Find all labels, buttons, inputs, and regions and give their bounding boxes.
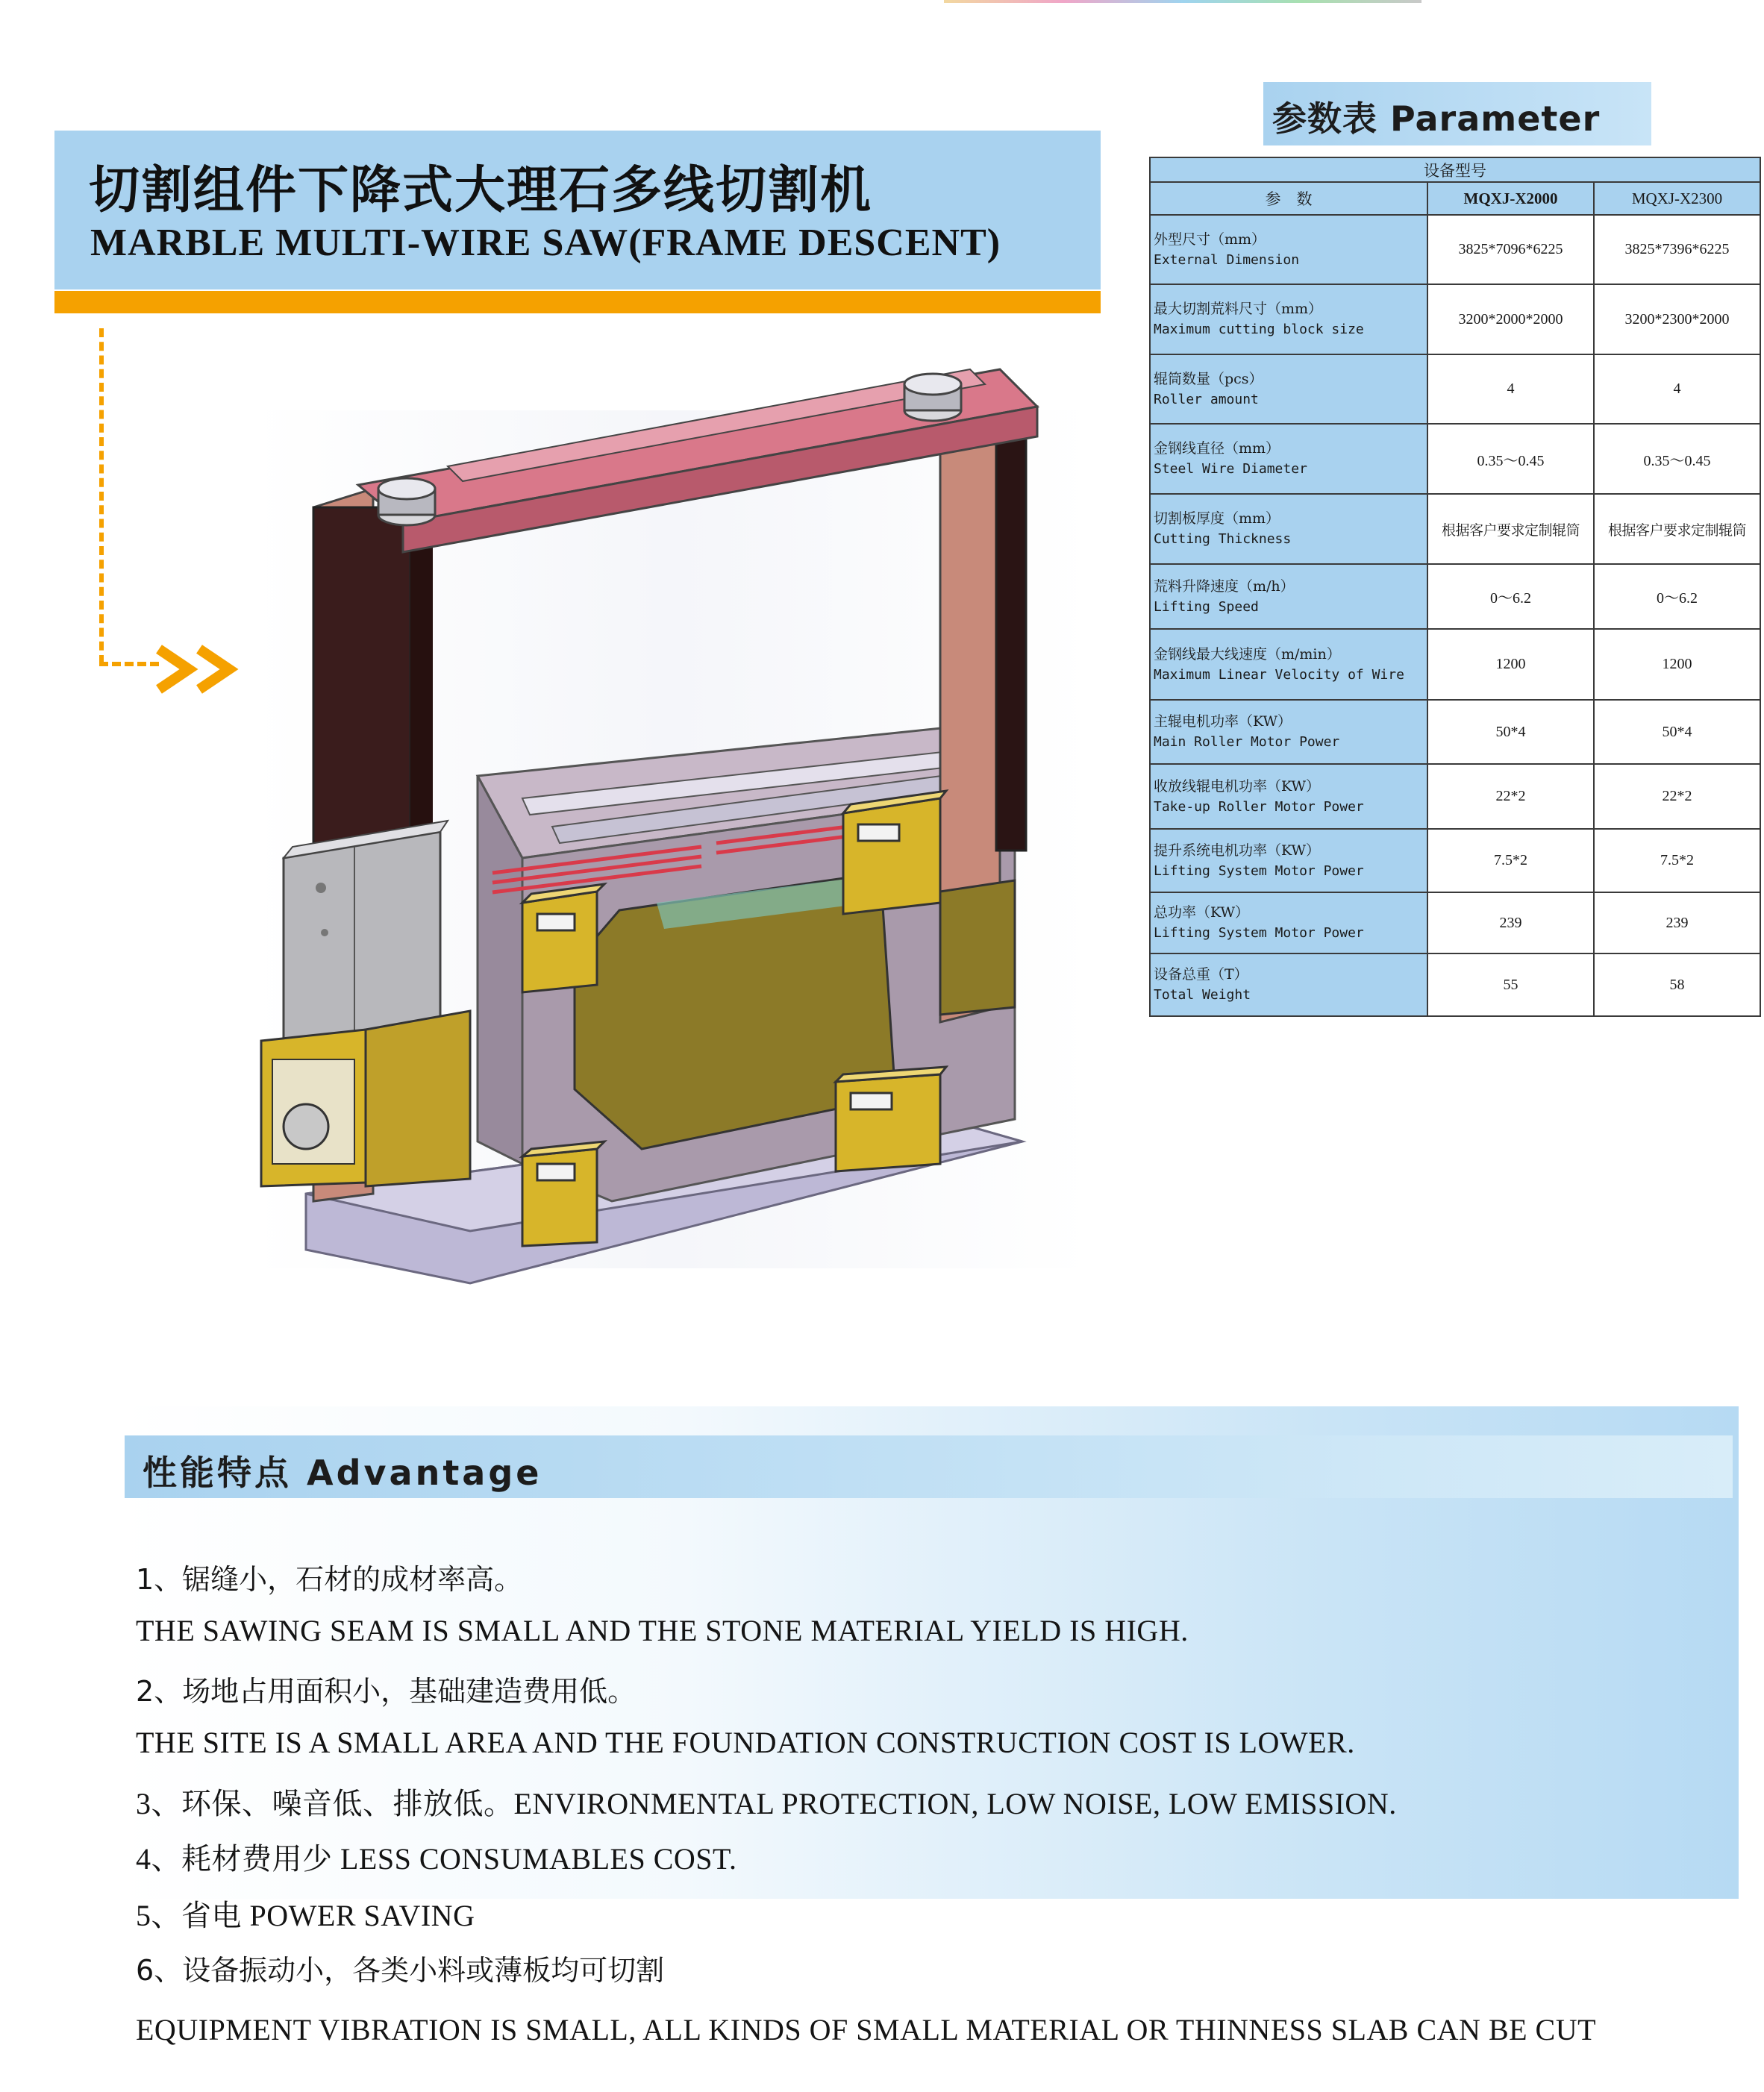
row-value: 239 (1427, 892, 1594, 953)
advantage-item: THE SITE IS A SMALL AREA AND THE FOUNDATION CONSTRUCTION COST IS LOWER. (136, 1726, 1355, 1759)
row-label-en: Take-up Roller Motor Power (1154, 798, 1364, 815)
table-row (1150, 953, 1760, 1016)
advantage-item: 2、场地占用面积小，基础建造费用低。 (136, 1675, 637, 1708)
model-2: MQXJ-X2300 (1594, 182, 1760, 215)
row-value: 50*4 (1594, 700, 1760, 764)
row-value: 根据客户要求定制辊筒 (1427, 494, 1594, 564)
row-label-en: Roller amount (1154, 391, 1259, 407)
machine-illustration (224, 336, 1119, 1306)
advantage-item: 4、耗材费用少 LESS CONSUMABLES COST. (136, 1842, 737, 1876)
table-row (1150, 764, 1760, 829)
row-label-cn: 最大切割荒料尺寸（mm） (1154, 301, 1323, 317)
row-value: 3825*7096*6225 (1427, 215, 1594, 284)
advantage-item: 6、设备振动小，各类小料或薄板均可切割 (136, 1954, 665, 1987)
row-value: 3200*2300*2000 (1594, 284, 1760, 354)
row-value: 58 (1594, 953, 1760, 1016)
title-english: MARBLE MULTI-WIRE SAW(FRAME DESCENT) (90, 222, 1001, 264)
title-chinese: 切割组件下降式大理石多线切割机 (89, 161, 873, 220)
row-label-cn: 提升系统电机功率（KW） (1154, 842, 1321, 859)
table-row (1150, 494, 1760, 564)
row-value: 1200 (1594, 629, 1760, 700)
table-row (1150, 892, 1760, 953)
row-label-en: Steel Wire Diameter (1154, 461, 1307, 477)
row-label-cn: 主辊电机功率（KW） (1154, 713, 1292, 730)
row-value: 22*2 (1427, 764, 1594, 829)
row-value: 22*2 (1594, 764, 1760, 829)
row-label-en: Maximum cutting block size (1154, 322, 1364, 337)
row-label-en: Lifting System Motor Power (1154, 925, 1364, 941)
model-header: 设备型号 (1150, 157, 1760, 182)
row-label-en: Maximum Linear Velocity of Wire (1154, 666, 1404, 683)
parameter-table (1149, 157, 1761, 1017)
dashed-connector-vertical (99, 328, 104, 664)
row-value: 1200 (1427, 629, 1594, 700)
table-row (1150, 354, 1760, 424)
table-row (1150, 629, 1760, 700)
row-label-cn: 金钢线直径（mm） (1154, 440, 1280, 457)
row-value: 3825*7396*6225 (1594, 215, 1760, 284)
row-value: 0.35～0.45 (1594, 424, 1760, 494)
row-label-cn: 设备总重（T） (1154, 966, 1248, 983)
row-label-cn: 辊筒数量（pcs） (1154, 370, 1263, 387)
parameter-title: 参数表 Parameter (1272, 98, 1601, 139)
model-1: MQXJ-X2000 (1427, 182, 1594, 215)
row-label-en: External Dimension (1154, 251, 1300, 268)
row-value: 根据客户要求定制辊筒 (1594, 494, 1760, 564)
row-value: 50*4 (1427, 700, 1594, 764)
table-row (1150, 829, 1760, 892)
row-label-cn: 外型尺寸（mm） (1154, 231, 1266, 248)
row-label-cn: 荒料升降速度（m/h） (1154, 577, 1295, 595)
row-value: 0.35～0.45 (1427, 424, 1594, 494)
advantage-item: 5、省电 POWER SAVING (136, 1899, 475, 1932)
table-header-row (1150, 157, 1760, 182)
title-underline (54, 291, 1101, 313)
row-label-cn: 收放线辊电机功率（KW） (1154, 777, 1321, 795)
row-label-cn: 总功率（KW） (1154, 904, 1250, 921)
row-label-en: Lifting Speed (1154, 598, 1259, 615)
row-value: 0～6.2 (1594, 564, 1760, 629)
row-value: 0～6.2 (1427, 564, 1594, 629)
advantage-item: 3、环保、噪音低、排放低。ENVIRONMENTAL PROTECTION, LOW NOISE, LOW EMISSION. (136, 1787, 1397, 1820)
row-value: 7.5*2 (1594, 829, 1760, 892)
table-row (1150, 215, 1760, 284)
parameter-header (1263, 82, 1651, 145)
param-header: 参 数 (1150, 182, 1427, 215)
row-value: 7.5*2 (1427, 829, 1594, 892)
title-banner (54, 131, 1101, 289)
advantage-title: 性能特点 Advantage (143, 1453, 542, 1493)
dashed-connector-horizontal (99, 662, 159, 666)
row-label-en: Cutting Thickness (1154, 531, 1292, 547)
table-row (1150, 700, 1760, 764)
row-value: 55 (1427, 953, 1594, 1016)
row-value: 3200*2000*2000 (1427, 284, 1594, 354)
table-subheader-row (1150, 182, 1760, 215)
row-label-en: Main Roller Motor Power (1154, 734, 1340, 750)
table-row (1150, 284, 1760, 354)
row-label-en: Total Weight (1154, 987, 1251, 1003)
advantage-item: EQUIPMENT VIBRATION IS SMALL, ALL KINDS OF SMALL MATERIAL OR THINNESS SLAB CAN BE CUT (136, 2013, 1597, 2046)
row-value: 4 (1594, 354, 1760, 424)
table-row (1150, 424, 1760, 494)
row-label-en: Lifting System Motor Power (1154, 862, 1364, 879)
row-label-cn: 切割板厚度（mm） (1154, 510, 1280, 527)
advantage-header (125, 1435, 1733, 1498)
row-label-cn: 金钢线最大线速度（m/min） (1154, 645, 1341, 663)
row-value: 4 (1427, 354, 1594, 424)
table-row (1150, 564, 1760, 629)
row-value: 239 (1594, 892, 1760, 953)
advantage-item: 1、锯缝小，石材的成材率高。 (136, 1563, 523, 1596)
top-color-strip (944, 0, 1421, 3)
advantage-item: THE SAWING SEAM IS SMALL AND THE STONE MATERIAL YIELD IS HIGH. (136, 1614, 1189, 1647)
